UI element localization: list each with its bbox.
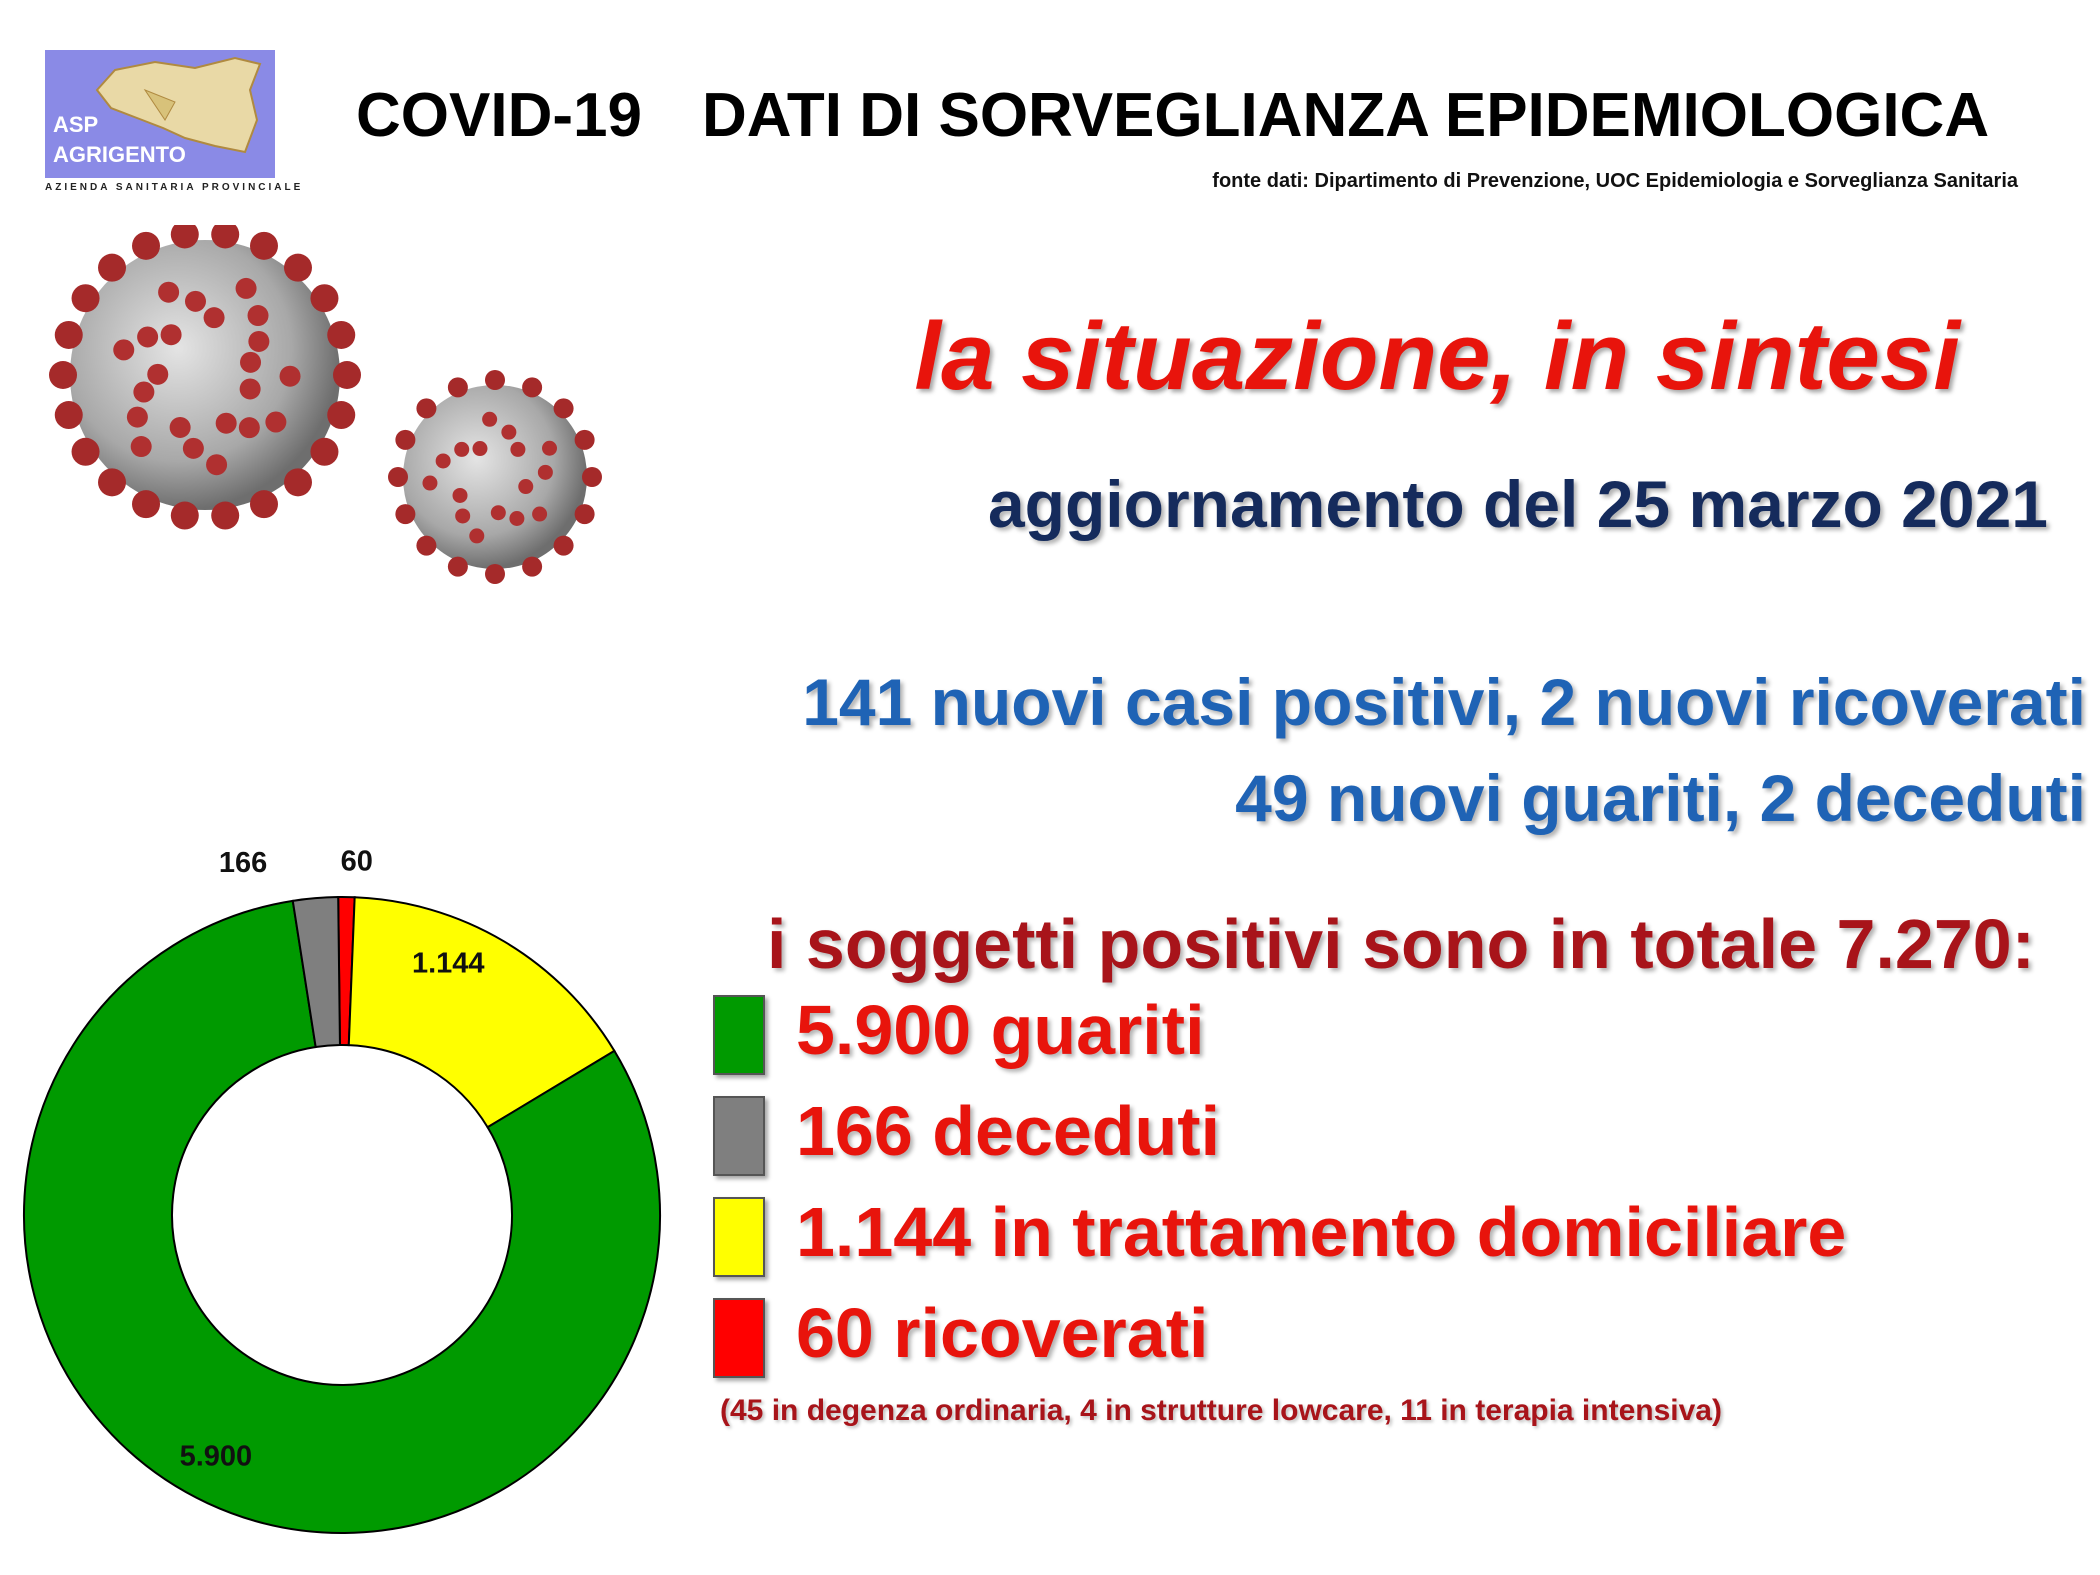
data-label-ricoverati: 60 [340, 845, 373, 878]
virus-spike [161, 324, 182, 345]
news-line-2: 49 nuovi guariti, 2 deceduti [1235, 761, 2086, 835]
virus-spike [49, 361, 77, 389]
virus-spike [532, 507, 547, 522]
virus-spike [388, 467, 408, 487]
data-label-in-trattamento-domiciliare: 1.144 [411, 947, 485, 980]
virus-spike [327, 401, 355, 429]
legend-label: 166 deceduti [796, 1092, 1221, 1170]
virus-spike [236, 278, 257, 299]
virus-spike [448, 377, 468, 397]
virus-spike [542, 441, 557, 456]
virus-spike [133, 381, 154, 402]
virus-spike [491, 505, 506, 520]
virus-spike [509, 511, 524, 526]
logo-line-agrigento: AGRIGENTO [53, 142, 186, 167]
legend-label: 5.900 guariti [796, 991, 1205, 1069]
logo-line-asp: ASP [53, 112, 99, 137]
virus-spike [284, 468, 312, 496]
virus-spike [239, 417, 260, 438]
logo-box [45, 50, 275, 178]
virus-spike [284, 254, 312, 282]
virus-spike [240, 352, 261, 373]
virus-spike [472, 441, 487, 456]
virus-spike [55, 401, 83, 429]
virus-spike [265, 412, 286, 433]
virus-spike [575, 504, 595, 524]
legend-label: 1.144 in trattamento domiciliare [796, 1193, 1847, 1271]
data-label-guariti: 5.900 [179, 1440, 253, 1473]
virus-spike [250, 232, 278, 260]
virus-spike [436, 453, 451, 468]
legend-swatch-red [713, 1298, 765, 1378]
data-label-deceduti: 166 [218, 846, 268, 879]
virus-spike [170, 417, 191, 438]
virus-spike [183, 438, 204, 459]
virus-spike [455, 508, 470, 523]
virus-spike [538, 465, 553, 480]
virus-spike [185, 291, 206, 312]
virus-spike [575, 430, 595, 450]
page-title [356, 80, 1989, 151]
virus-spike [113, 339, 134, 360]
virus-spike [416, 398, 436, 418]
virus-spike [158, 282, 179, 303]
virus-spike [448, 557, 468, 577]
virus-spike [132, 490, 160, 518]
virus-spike [72, 284, 100, 312]
virus-spike [582, 467, 602, 487]
virus-spike [510, 442, 525, 457]
title-main: DATI DI SORVEGLIANZA EPIDEMIOLOGICA [701, 81, 1990, 150]
virus-spike [204, 307, 225, 328]
donut-chart [20, 830, 700, 1560]
virus-spike [416, 536, 436, 556]
coronavirus-illustration [30, 225, 630, 605]
virus-spike [469, 528, 484, 543]
news-line-1: 141 nuovi casi positivi, 2 nuovi ricoverati [802, 665, 2086, 739]
virus-spike [554, 398, 574, 418]
virus-spike [250, 490, 278, 518]
virus-spike [98, 468, 126, 496]
virus-spike [554, 536, 574, 556]
virus-spike [454, 442, 469, 457]
virus-spike [127, 407, 148, 428]
virus-spike [240, 378, 261, 399]
virus-spike [453, 488, 468, 503]
virus-spike [310, 438, 338, 466]
logo-subtitle: AZIENDA SANITARIA PROVINCIALE [45, 182, 304, 193]
legend-swatch-grey [713, 1096, 765, 1176]
virus-spike [395, 430, 415, 450]
virus-spike [137, 326, 158, 347]
virus-spike [72, 438, 100, 466]
virus-spike [132, 232, 160, 260]
virus-spike [395, 504, 415, 524]
virus-spike [98, 254, 126, 282]
virus-spike [131, 436, 152, 457]
virus-spike [501, 425, 516, 440]
asp-logo [45, 50, 304, 198]
virus-spike [333, 361, 361, 389]
update-date: aggiornamento del 25 marzo 2021 [987, 467, 2048, 541]
virus-spike [280, 366, 301, 387]
total-positive: i soggetti positivi sono in totale 7.270: [767, 905, 2035, 983]
virus-spike [422, 476, 437, 491]
virus-spike [522, 377, 542, 397]
virus-spike [518, 479, 533, 494]
virus-spike [55, 321, 83, 349]
legend-swatch-yellow [713, 1197, 765, 1277]
virus-spike [522, 557, 542, 577]
virus-spike [211, 502, 239, 530]
virus-spike [482, 412, 497, 427]
virus-spike [248, 305, 269, 326]
title-covid: COVID-19 [356, 81, 642, 150]
headline: la situazione, in sintesi [914, 303, 1960, 410]
legend-label: 60 ricoverati [796, 1294, 1209, 1372]
legend-swatch-green [713, 995, 765, 1075]
virus-spike [206, 454, 227, 475]
virus-spike [485, 564, 505, 584]
virus-spike [248, 331, 269, 352]
hospital-breakdown-note: (45 in degenza ordinaria, 4 in strutture lowcare, 11 in terapia intensiva) [720, 1394, 1722, 1427]
virus-spike [485, 370, 505, 390]
virus-spike [216, 413, 237, 434]
virus-spike [327, 321, 355, 349]
data-source: fonte dati: Dipartimento di Prevenzione, UOC Epidemiologia e Sorveglianza Sanitaria [1212, 170, 2018, 192]
virus-spike [310, 284, 338, 312]
virus-spike [171, 502, 199, 530]
virus-spike [147, 364, 168, 385]
